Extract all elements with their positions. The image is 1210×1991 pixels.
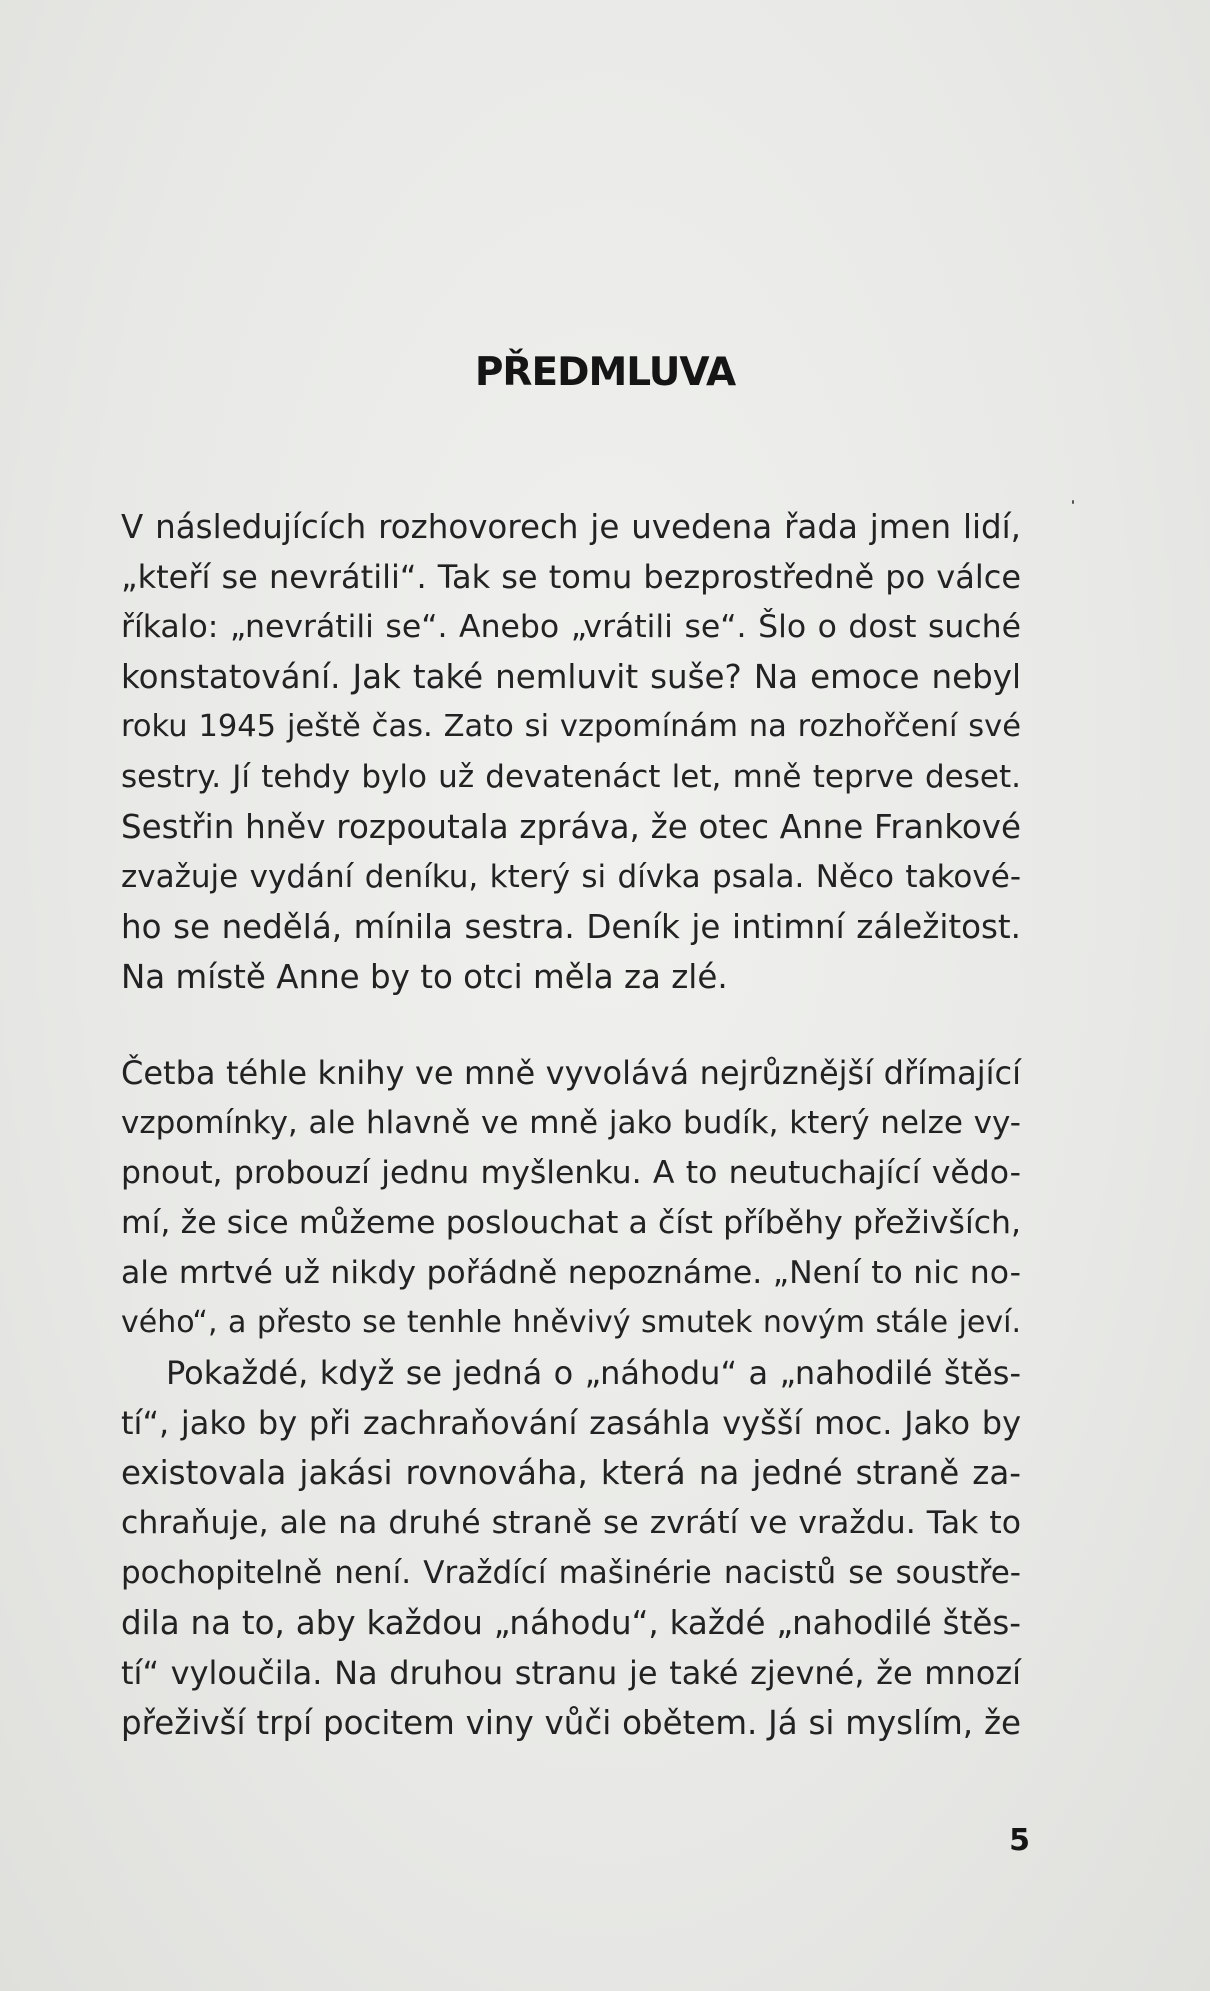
text-line: zvažuje vydání deníku, který si dívka psala. Něco takové- [121,859,1021,895]
text-line: ho se nedělá, mínila sestra. Deník je intimní záležitost. [121,908,1021,946]
text-line: V následujících rozhovorech je uvedena řada jmen lidí, [121,508,1021,546]
text-line: vého“, a přesto se tenhle hněvivý smutek novým stále jeví. [121,1305,1021,1340]
paragraph-2-3 [121,1048,1021,1748]
text-line: přeživší trpí pocitem viny vůči obětem. Já si myslím, že [121,1704,1021,1742]
text-line: sestry. Jí tehdy bylo už devatenáct let, mně teprve deset. [121,759,1021,795]
text-line: tí“ vyloučila. Na druhou stranu je také zjevné, že mnozí [121,1654,1021,1692]
text-line: pochopitelně není. Vraždící mašinérie nacistů se soustře- [121,1555,1021,1591]
chapter-title: PŘEDMLUVA [474,350,736,395]
text-line: mí, že sice můžeme poslouchat a číst příběhy přeživších, [121,1205,1021,1241]
text-line: tí“, jako by při zachraňování zasáhla vyšší moc. Jako by [121,1404,1021,1442]
text-line: říkalo: „nevrátili se“. Anebo „vrátili se“. Šlo o dost suché [121,609,1021,645]
paragraph-1 [121,502,1021,1002]
text-line: Na místě Anne by to otci měla za zlé. [121,958,728,996]
paper-speck [1072,500,1074,504]
text-line: „kteří se nevrátili“. Tak se tomu bezprostředně po válce [121,558,1021,596]
page-number: 5 [1009,1823,1030,1858]
text-line: Pokaždé, když se jedná o „náhodu“ a „nahodilé štěs- [166,1354,1021,1392]
text-line: chraňuje, ale na druhé straně se zvrátí ve vraždu. Tak to [121,1505,1021,1541]
text-line: ale mrtvé už nikdy pořádně nepoznáme. „Není to nic no- [121,1255,1021,1291]
text-line: roku 1945 ještě čas. Zato si vzpomínám na rozhořčení své [121,709,1021,744]
text-line: pnout, probouzí jednu myšlenku. A to neutuchající vědo- [121,1155,1021,1191]
text-line: Četba téhle knihy ve mně vyvolává nejrůznější dřímající [121,1054,1021,1092]
text-line: Sestřin hněv rozpoutala zpráva, že otec Anne Frankové [121,808,1021,846]
text-line: konstatování. Jak také nemluvit suše? Na emoce nebyl [121,658,1021,696]
text-line: existovala jakási rovnováha, která na jedné straně za- [121,1454,1021,1492]
text-line: vzpomínky, ale hlavně ve mně jako budík, který nelze vy- [121,1105,1021,1141]
text-line: dila na to, aby každou „náhodu“, každé „nahodilé štěs- [121,1604,1021,1642]
